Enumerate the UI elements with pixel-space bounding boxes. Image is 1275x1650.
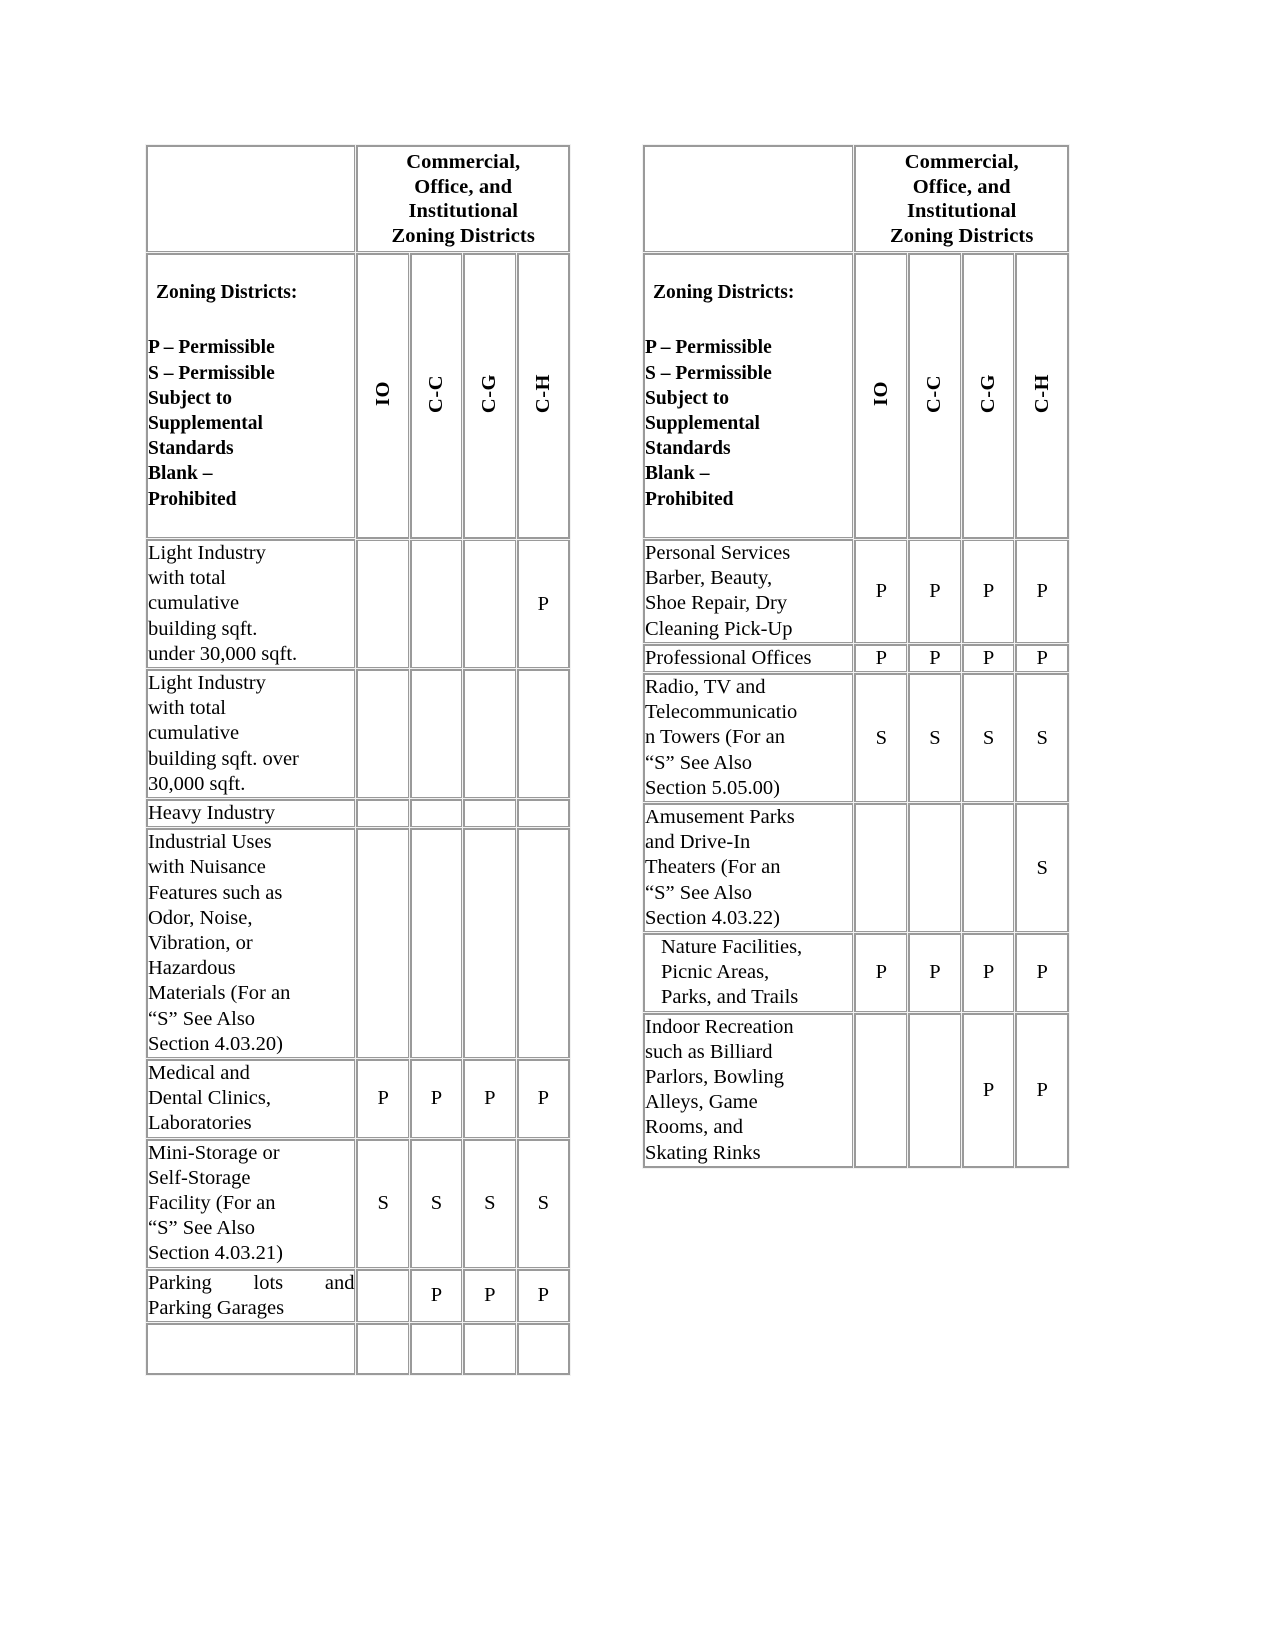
legend-line: Blank – [645, 463, 710, 485]
row-label-line: Radio, TV and [645, 676, 766, 699]
legend-line: Subject to [645, 387, 729, 409]
row-label-line: Personal Services [645, 542, 791, 564]
row-label-line: Cleaning Pick-Up [645, 617, 793, 640]
column-header-cc [908, 253, 962, 539]
row-label-line: Section 4.03.22) [645, 906, 780, 929]
row-label-line: “S” See Also [148, 1007, 256, 1030]
table-row [146, 669, 570, 799]
cell-cg [463, 799, 516, 828]
banner-line: Office, and [414, 175, 513, 198]
row-label-line: Parks, and Trails [661, 986, 799, 1009]
row-label-line: Medical and [148, 1062, 250, 1085]
cell-cg [463, 1323, 516, 1375]
banner-line: Commercial, [406, 151, 521, 173]
row-label-line: and Drive-In [645, 831, 751, 854]
cell-ch: P [1015, 539, 1069, 644]
row-label [146, 669, 356, 799]
row-label-line: Nature Facilities, [661, 936, 803, 959]
row-label-line: Facility (For an [148, 1192, 276, 1215]
banner-blank-cell [146, 145, 356, 253]
column-header-io [854, 253, 908, 539]
row-label-line: “S” See Also [148, 1217, 256, 1240]
row-label-line: Hazardous [148, 957, 236, 980]
row-label-line: with total [148, 697, 227, 720]
cell-cg [463, 669, 516, 799]
row-label-line: Professional Offices [645, 646, 812, 669]
row-label-line: Section 4.03.20) [148, 1032, 283, 1055]
banner-blank-cell [643, 145, 854, 253]
legend-lines [645, 335, 852, 511]
cell-io [356, 1323, 409, 1375]
row-label-line: Telecommunicatio [645, 701, 798, 724]
row-label-line: Parlors, Bowling [645, 1066, 784, 1089]
row-label [643, 539, 854, 644]
table-row [146, 1269, 570, 1323]
cell-ch: P [517, 1059, 570, 1139]
row-label-line: Laboratories [148, 1112, 252, 1135]
column-header-cg [962, 253, 1016, 539]
row-label [643, 673, 854, 803]
row-label-line: Dental Clinics, [148, 1087, 271, 1110]
row-label-line: with Nuisance [148, 856, 266, 879]
banner-line: Commercial, [904, 151, 1019, 173]
cell-cc [410, 828, 463, 1059]
legend-spacer [645, 305, 852, 335]
cell-io [356, 539, 409, 669]
cell-ch [517, 799, 570, 828]
table-row [146, 799, 570, 828]
row-label [146, 1323, 356, 1375]
cell-io [854, 803, 908, 933]
legend-line: Prohibited [148, 488, 237, 510]
cell-cc [908, 803, 962, 933]
legend-line: Standards [645, 438, 731, 460]
column-header-ch [1015, 253, 1069, 539]
column-header-io [356, 253, 409, 539]
cell-cg [463, 539, 516, 669]
cell-io [356, 669, 409, 799]
column-header-label: IO [371, 381, 394, 406]
cell-ch [517, 1323, 570, 1375]
row-label-line: Features such as [148, 881, 283, 904]
cell-cg: P [962, 933, 1016, 1013]
row-label-line: Parking lots and [148, 1271, 355, 1294]
column-header-label: C-C [425, 374, 447, 413]
cell-io: P [854, 933, 908, 1013]
legend-line: S – Permissible [645, 362, 772, 384]
cell-io [356, 828, 409, 1059]
table-row [643, 539, 1069, 644]
legend-row [146, 253, 570, 539]
row-label-line: Industrial Uses [148, 831, 272, 854]
row-label [146, 539, 356, 669]
cell-io: P [854, 539, 908, 644]
column-header-label: C-H [531, 373, 554, 414]
row-label-line: Vibration, or [148, 932, 253, 955]
legend-lines [148, 335, 354, 511]
cell-ch: P [517, 1269, 570, 1323]
table-row [643, 1013, 1069, 1168]
row-label-line: Heavy Industry [148, 802, 275, 825]
banner-title-cell [356, 145, 570, 253]
row-label-line: Materials (For an [148, 982, 291, 1005]
legend-line: S – Permissible [148, 362, 275, 384]
cell-io [356, 1269, 409, 1323]
table-row [146, 539, 570, 669]
row-label-line: cumulative [148, 592, 240, 615]
row-label-line: Theaters (For an [645, 856, 781, 879]
banner-line: Zoning Districts [890, 224, 1034, 247]
row-label-line: 30,000 sqft. [148, 772, 246, 795]
column-header-ch [517, 253, 570, 539]
row-label-line: building sqft. over [148, 747, 299, 770]
cell-cc: S [908, 673, 962, 803]
cell-cc [908, 1013, 962, 1168]
legend-line: Blank – [148, 463, 213, 485]
row-label [643, 644, 854, 673]
banner-row [643, 145, 1069, 253]
cell-cg: P [962, 1013, 1016, 1168]
row-label-line: Mini-Storage or [148, 1141, 280, 1164]
cell-ch: S [517, 1139, 570, 1269]
column-header-label: C-G [478, 373, 501, 414]
table-row [643, 803, 1069, 933]
legend-title: Zoning Districts: [156, 282, 298, 304]
row-label [146, 1139, 356, 1269]
table-row [643, 673, 1069, 803]
cell-io [356, 799, 409, 828]
row-label [146, 799, 356, 828]
banner-line: Office, and [912, 175, 1011, 198]
cell-ch: P [1015, 644, 1069, 673]
zoning-table-left [146, 145, 570, 1375]
cell-cc: P [410, 1269, 463, 1323]
cell-cc [410, 669, 463, 799]
cell-ch: S [1015, 803, 1069, 933]
column-header-label: IO [869, 381, 892, 406]
legend-cell [146, 253, 356, 539]
table-row [643, 644, 1069, 673]
row-label-line: Alleys, Game [645, 1091, 758, 1114]
row-label-line: with total [148, 567, 227, 590]
banner-title-cell [854, 145, 1069, 253]
column-header-cg [463, 253, 516, 539]
cell-io: P [854, 644, 908, 673]
row-label-line: Light Industry [148, 542, 266, 564]
column-header-label: C-H [1030, 373, 1053, 414]
banner-line: Zoning Districts [391, 224, 535, 247]
cell-ch [517, 669, 570, 799]
cell-cg [962, 803, 1016, 933]
cell-cg: P [962, 539, 1016, 644]
banner-row [146, 145, 570, 253]
cell-cg [463, 828, 516, 1059]
cell-cc: P [908, 644, 962, 673]
legend-line: Subject to [148, 387, 232, 409]
cell-cc: P [410, 1059, 463, 1139]
table-row [643, 933, 1069, 1013]
column-header-cc [410, 253, 463, 539]
cell-cc: S [410, 1139, 463, 1269]
row-label-line: cumulative [148, 722, 240, 745]
row-label-line: “S” See Also [645, 751, 753, 774]
table-row [146, 828, 570, 1059]
row-label-line: Parking Garages [148, 1296, 285, 1319]
cell-cg: P [463, 1269, 516, 1323]
cell-ch: P [1015, 1013, 1069, 1168]
row-label-line: Barber, Beauty, [645, 567, 773, 590]
table-row [146, 1323, 570, 1375]
legend-line: Supplemental [148, 413, 263, 434]
row-label-line: Rooms, and [645, 1116, 743, 1139]
cell-cg: S [463, 1139, 516, 1269]
zoning-table-right [643, 145, 1069, 1168]
row-label-line: Indoor Recreation [645, 1015, 794, 1038]
cell-cc [410, 799, 463, 828]
table-row [146, 1139, 570, 1269]
cell-ch: S [1015, 673, 1069, 803]
cell-io: S [356, 1139, 409, 1269]
legend-line: P – Permissible [148, 337, 275, 359]
cell-ch [517, 828, 570, 1059]
cell-ch: P [1015, 933, 1069, 1013]
cell-io: P [356, 1059, 409, 1139]
legend-line: Supplemental [645, 413, 760, 434]
legend-title: Zoning Districts: [653, 282, 795, 304]
cell-cc [410, 1323, 463, 1375]
column-header-label: C-C [923, 374, 946, 413]
row-label-line: Section 5.05.00) [645, 776, 780, 799]
row-label-line: Light Industry [148, 672, 266, 695]
legend-cell [643, 253, 854, 539]
row-label-line: Section 4.03.21) [148, 1242, 283, 1265]
cell-cg: P [463, 1059, 516, 1139]
row-label-line: Picnic Areas, [661, 961, 770, 984]
legend-line: Prohibited [645, 488, 734, 510]
cell-io [854, 1013, 908, 1168]
row-label [643, 933, 854, 1013]
row-label-line: such as Billiard [645, 1040, 773, 1063]
banner-line: Institutional [408, 200, 518, 222]
row-label [146, 1269, 356, 1323]
cell-cc: P [908, 539, 962, 644]
banner-line: Institutional [906, 200, 1017, 222]
cell-cg: P [962, 644, 1016, 673]
row-label-line: “S” See Also [645, 881, 753, 904]
cell-cc: P [908, 933, 962, 1013]
row-label-line: Skating Rinks [645, 1141, 761, 1164]
row-label-line: building sqft. [148, 617, 258, 640]
legend-row [643, 253, 1069, 539]
row-label-line: Self-Storage [148, 1166, 251, 1189]
cell-io: S [854, 673, 908, 803]
row-label [146, 1059, 356, 1139]
row-label-line: Shoe Repair, Dry [645, 592, 788, 615]
cell-cg: S [962, 673, 1016, 803]
row-label-line: n Towers (For an [645, 726, 785, 749]
cell-cc [410, 539, 463, 669]
row-label-line: Amusement Parks [645, 806, 795, 829]
row-label [643, 803, 854, 933]
table-row [146, 1059, 570, 1139]
row-label [643, 1013, 854, 1168]
legend-line: Standards [148, 438, 234, 460]
cell-ch: P [517, 539, 570, 669]
row-label-line: under 30,000 sqft. [148, 642, 298, 665]
legend-line: P – Permissible [645, 337, 772, 359]
legend-spacer [148, 305, 354, 335]
row-label-line: Odor, Noise, [148, 906, 253, 929]
row-label [146, 828, 356, 1059]
column-header-label: C-G [977, 373, 1000, 414]
